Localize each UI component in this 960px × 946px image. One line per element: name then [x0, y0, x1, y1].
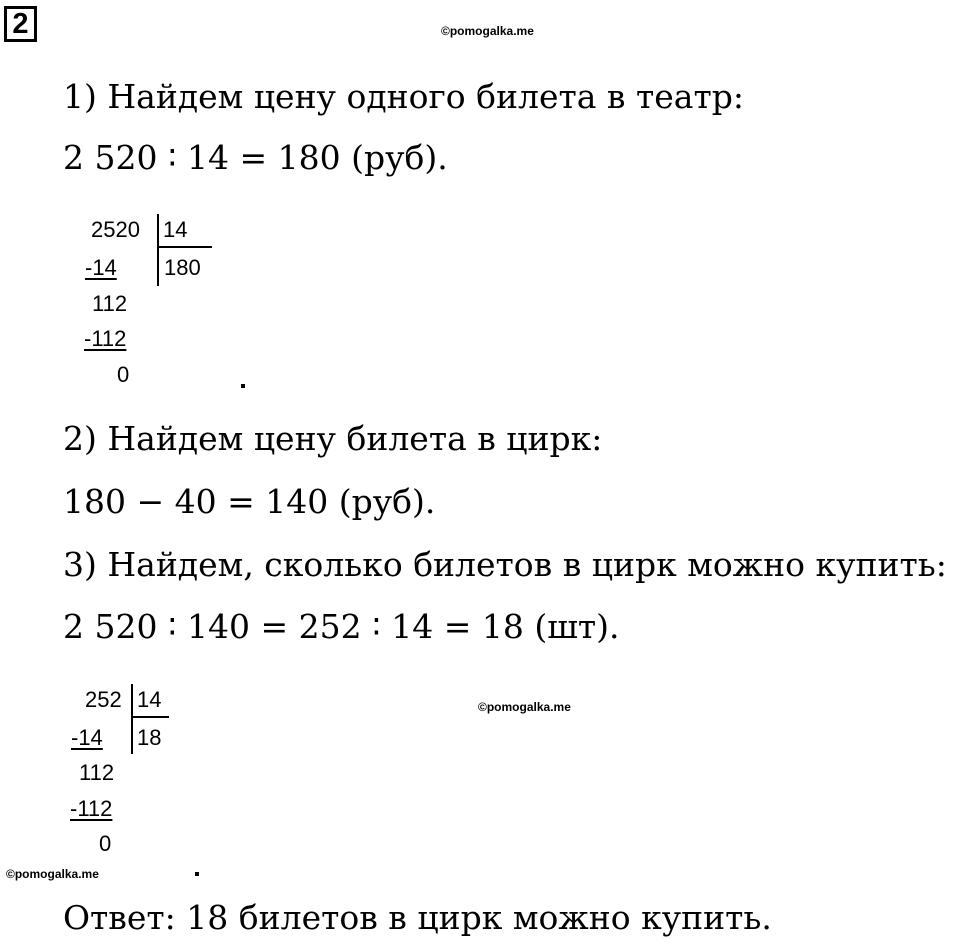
ld2-dividend: 252: [85, 687, 122, 712]
ld2-divisor: 14: [137, 687, 162, 712]
answer-line: Ответ: 18 билетов в цирк можно купить.: [63, 898, 772, 937]
step3-title: 3) Найдем, сколько билетов в цирк можно купить:: [63, 545, 947, 584]
ld1-remainder-2: 0: [117, 362, 130, 387]
step3-equation: 2 520 ∶ 140 = 252 ∶ 14 = 18 (шт).: [63, 607, 620, 646]
ld1-quotient: 180: [164, 255, 201, 280]
ld2-remainder-1: 112: [79, 760, 115, 785]
ld2-subtract-2: -112: [70, 796, 113, 821]
ld1-divisor: 14: [163, 217, 188, 242]
dot-2: [195, 872, 199, 876]
step1-equation: 2 520 ∶ 14 = 180 (руб).: [63, 138, 448, 177]
ld1-vertical-bar: [157, 214, 159, 286]
ld1-dividend: 2520: [91, 217, 140, 242]
watermark-bottom: ©pomogalka.me: [6, 867, 99, 881]
ld2-horizontal-bar: [131, 716, 169, 718]
ld1-remainder-1: 112: [92, 291, 128, 316]
step2-equation: 180 − 40 = 140 (руб).: [63, 482, 436, 521]
ld2-subtract-1: -14: [71, 725, 103, 750]
dot-1: [241, 384, 245, 388]
step2-title: 2) Найдем цену билета в цирк:: [63, 419, 603, 458]
problem-number-badge: 2: [4, 6, 37, 42]
step1-title: 1) Найдем цену одного билета в театр:: [63, 77, 744, 116]
watermark-top: ©pomogalka.me: [441, 24, 534, 38]
watermark-middle: ©pomogalka.me: [478, 700, 571, 714]
ld2-quotient: 18: [137, 725, 162, 750]
ld2-remainder-2: 0: [99, 831, 112, 856]
ld1-horizontal-bar: [157, 246, 212, 248]
ld1-subtract-2: -112: [84, 326, 127, 351]
ld2-vertical-bar: [131, 684, 133, 754]
ld1-subtract-1: -14: [85, 255, 117, 280]
